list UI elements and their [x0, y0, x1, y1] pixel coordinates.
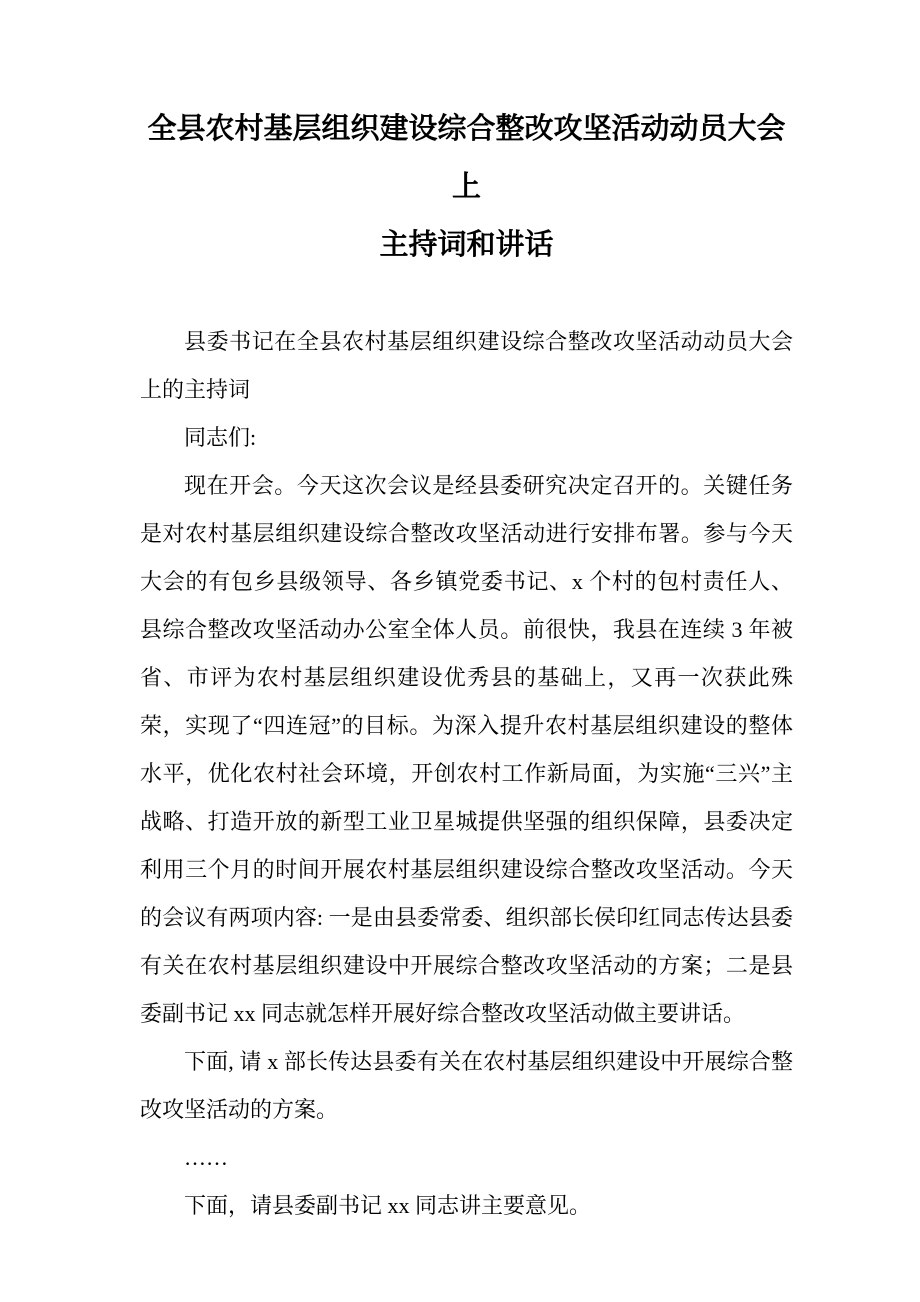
document-title-line-1: 全县农村基层组织建设综合整改攻坚活动动员大会上: [147, 113, 786, 203]
document-title: [140, 100, 793, 274]
paragraph-main: 现在开会。今天这次会议是经县委研究决定召开的。关键任务是对农村基层组织建设综合整改攻坚活动进行安排布署。参与今天大会的有包乡县级领导、各乡镇党委书记、x 个村的包村责任人、县综合整改攻坚活动办公室全体人员。前很快，我县在连续 3 年被省、市评为农村基层组织建设优秀县的基础上，又再一次获此殊荣，实现了“四连冠”的目标。为深入提升农村基层组织建设的整体水平，优化农村社会环境，开创农村工作新局面，为实施“三兴”主战略、打造开放的新型工业卫星城提供坚强的组织保障，县委决定利用三个月的时间开展农村基层组织建设综合整改攻坚活动。今天的会议有两项内容: 一是由县委常委、组织部长侯印红同志传达县委有关在农村基层组织建设中开展综合整改攻坚活动的方案；二是县委副书记 xx 同志就怎样开展好综合整改攻坚活动做主要讲话。: [140, 473, 793, 1026]
paragraph-subtitle: 县委书记在全县农村基层组织建设综合整改攻坚活动动员大会上的主持词: [140, 329, 793, 402]
paragraph-invite-minister: 下面, 请 x 部长传达县委有关在农村基层组织建设中开展综合整改攻坚活动的方案。: [140, 1049, 793, 1122]
document-title-line-2: 主持词和讲话: [379, 229, 554, 261]
paragraph-ellipsis: ……: [184, 1145, 228, 1170]
paragraph-salutation: 同志们:: [184, 425, 257, 450]
document-body: [140, 318, 793, 1230]
paragraph-invite-deputy-secretary: 下面，请县委副书记 xx 同志讲主要意见。: [184, 1193, 592, 1218]
